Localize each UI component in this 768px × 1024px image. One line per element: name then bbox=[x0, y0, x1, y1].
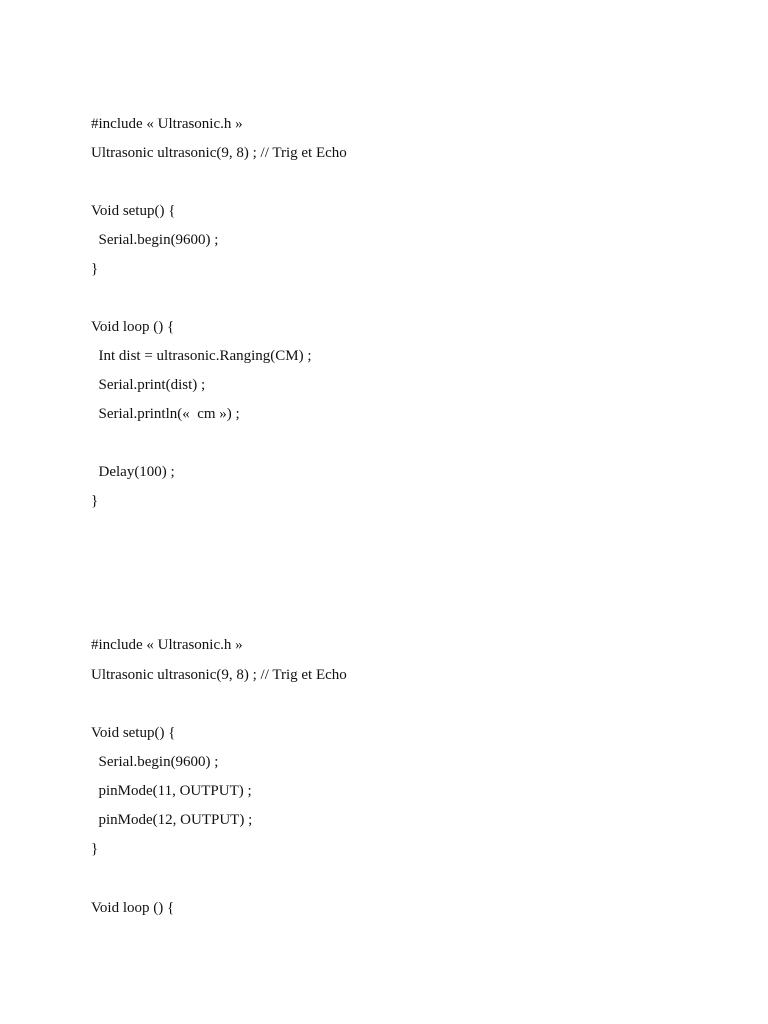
code-line: Serial.println(« cm ») ; bbox=[91, 406, 240, 422]
code-line: } bbox=[91, 261, 99, 277]
code-line: Int dist = ultrasonic.Ranging(CM) ; bbox=[91, 348, 312, 364]
code-line: Void setup() { bbox=[91, 725, 176, 741]
code-line: Delay(100) ; bbox=[91, 464, 175, 480]
code-line: Void setup() { bbox=[91, 203, 176, 219]
code-line: Void loop () { bbox=[91, 900, 175, 916]
code-line: Serial.begin(9600) ; bbox=[91, 232, 219, 248]
code-line: pinMode(12, OUTPUT) ; bbox=[91, 812, 253, 828]
code-line: } bbox=[91, 493, 99, 509]
code-line: #include « Ultrasonic.h » bbox=[91, 637, 243, 653]
code-line: pinMode(11, OUTPUT) ; bbox=[91, 783, 252, 799]
code-line: Ultrasonic ultrasonic(9, 8) ; // Trig et Echo bbox=[91, 667, 347, 683]
code-line: } bbox=[91, 841, 99, 857]
code-line: #include « Ultrasonic.h » bbox=[91, 116, 243, 132]
code-line: Ultrasonic ultrasonic(9, 8) ; // Trig et Echo bbox=[91, 145, 347, 161]
code-line: Void loop () { bbox=[91, 319, 175, 335]
code-line: Serial.print(dist) ; bbox=[91, 377, 206, 393]
code-line: Serial.begin(9600) ; bbox=[91, 754, 219, 770]
